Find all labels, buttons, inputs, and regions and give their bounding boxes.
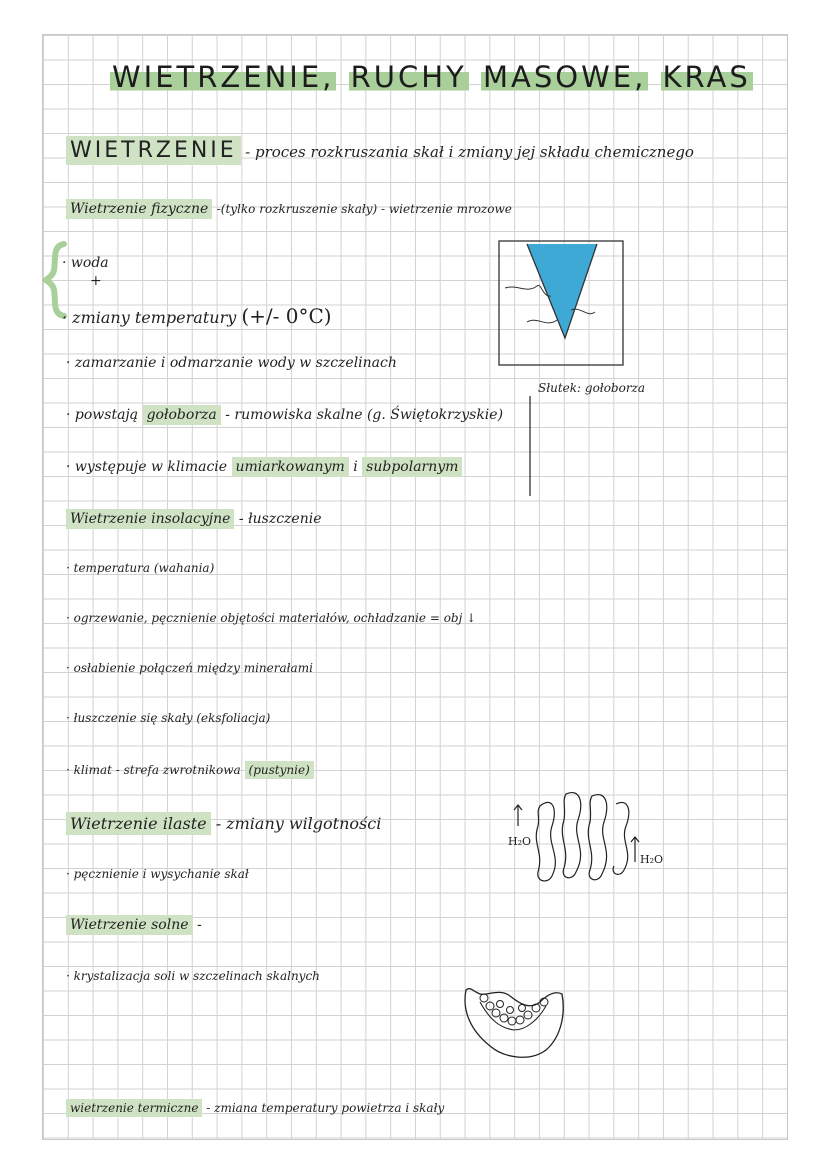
sketch-label-golobory: Słutek: gołoborza [538,381,646,395]
climate-zone-highlight: (pustynie) [245,761,314,779]
title-part-1: WIETRZENIE, [112,60,335,94]
climate-highlight-1: umiarkowanym [232,457,349,477]
solne-term: Wietrzenie solne [66,915,193,935]
bullet-freeze: · zamarzanie i odmarzanie wody w szczelinach [66,355,397,371]
h2o-label-left: H₂O [508,835,532,848]
golobory-pre: · powstają [66,407,139,423]
arrow-up-icon [513,804,523,826]
insolacyjne-rest: - łuszczenie [238,511,322,527]
termiczne-line [66,1102,444,1114]
definition-line [66,140,694,162]
definition-term: WIETRZENIE [66,136,241,165]
title-part-4: KRAS [662,60,751,94]
bullet-exfoliation: · łuszczenie się skały (eksfoliacja) [66,711,271,725]
brace-item-water: · woda [62,255,109,271]
separator-line [528,396,532,496]
climate-zone-pre: · klimat - strefa zwrotnikowa [66,763,241,777]
salt-crystal-sketch [460,980,570,1070]
ilaste-rest: - zmiany wilgotności [215,814,382,833]
bullet-climate [66,460,462,474]
bullet-golobory [66,408,503,422]
brace-item-temperature [62,306,332,326]
solne-rest: - [196,917,202,933]
insolacyjne-term: Wietrzenie insolacyjne [66,509,234,529]
bullet-climate-zone [66,764,314,776]
ilaste-term: Wietrzenie ilaste [66,812,211,835]
golobory-highlight: gołoborza [143,405,221,425]
frost-wedge-sketch [497,238,627,368]
brace-temp-paren: (+/- 0°C) [241,304,332,328]
solne-line [66,918,202,932]
golobory-rest: - rumowiska skalne (g. Świętokrzyskie) [225,407,504,423]
fizyczne-term: Wietrzenie fizyczne [66,199,212,219]
bullet-swelling: · pęcznienie i wysychanie skał [66,867,249,881]
climate-highlight-2: subpolarnym [362,457,462,477]
fizyczne-rest: -(tylko rozkruszenie skały) - wietrzenie mrozowe [216,202,512,216]
insolacyjne-line [66,512,321,526]
bullet-weakening: · osłabienie połączeń między minerałami [66,661,313,675]
brace-temp-text: · zmiany temperatury [62,308,237,327]
termiczne-rest: - zmiana temperatury powietrza i skały [206,1101,445,1115]
ilaste-line [66,816,381,832]
climate-mid: i [353,459,358,475]
bullet-temperature: · temperatura (wahania) [66,561,215,575]
h2o-label-right: H₂O [640,853,664,866]
page-title [110,60,753,94]
title-part-3: MASOWE, [483,60,647,94]
title-part-2: RUCHY [350,60,467,94]
definition-text: - proces rozkruszania skał i zmiany jej składu chemicznego [245,143,694,161]
bullet-crystallization: · krystalizacja soli w szczelinach skalnych [66,969,320,983]
brace-plus: + [90,273,102,289]
bullet-heating: · ogrzewanie, pęcznienie objętości materiałów, ochładzanie = obj ↓ [66,611,477,625]
fizyczne-line [66,202,512,216]
termiczne-term: wietrzenie termiczne [66,1099,202,1117]
climate-pre: · występuje w klimacie [66,459,228,475]
arrow-up-icon-right [630,836,640,862]
